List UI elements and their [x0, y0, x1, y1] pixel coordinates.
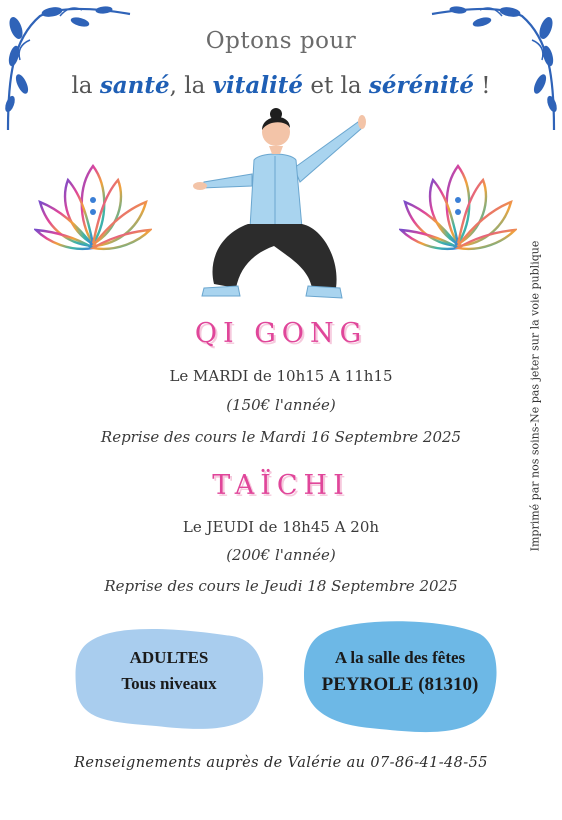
taichi-schedule: Le JEUDI de 18h45 A 20h — [182, 518, 380, 536]
headline-sante: santé — [99, 72, 170, 99]
footer-contact: Renseignements auprès de Valérie au 07-86-41-48-55 — [74, 755, 488, 771]
headline-line-1: Optons pour — [205, 28, 357, 54]
taichi-figure-illustration — [190, 108, 370, 303]
headline-line-2 — [0, 72, 562, 99]
side-note: Imprimé par nos soins-Ne pas jeter sur la voie publique — [528, 240, 542, 552]
headline-sep-2: et la — [310, 73, 362, 99]
blob-left-line-2: Tous niveaux — [121, 674, 217, 693]
qigong-title: QI GONG — [194, 318, 368, 349]
lotus-left-illustration — [34, 160, 152, 252]
lotus-right-illustration — [399, 160, 517, 252]
blob-right-line-1: A la salle des fêtes — [334, 648, 466, 667]
headline-la: la — [71, 73, 93, 99]
headline-sep-1: , la — [169, 73, 206, 99]
headline-end: ! — [481, 73, 491, 99]
taichi-reprise: Reprise des cours le Jeudi 18 Septembre 2025 — [104, 577, 458, 595]
qigong-price: (150€ l'année) — [226, 396, 336, 414]
vine-corner-left-decoration — [0, 0, 140, 140]
blob-right-line-2: PEYROLE (81310) — [321, 674, 479, 695]
headline-serenite: sérénité — [368, 72, 474, 99]
blob-left-line-1: ADULTES — [129, 648, 209, 667]
qigong-schedule: Le MARDI de 10h15 A 11h15 — [169, 367, 393, 385]
headline-vitalite: vitalité — [212, 72, 304, 99]
qigong-reprise: Reprise des cours le Mardi 16 Septembre 2025 — [100, 428, 462, 446]
taichi-price: (200€ l'année) — [226, 546, 336, 564]
blob-left-text — [72, 648, 266, 694]
vine-corner-right-decoration — [422, 0, 562, 140]
taichi-title: TAÏCHI — [212, 470, 350, 501]
blob-right-text — [300, 648, 500, 696]
